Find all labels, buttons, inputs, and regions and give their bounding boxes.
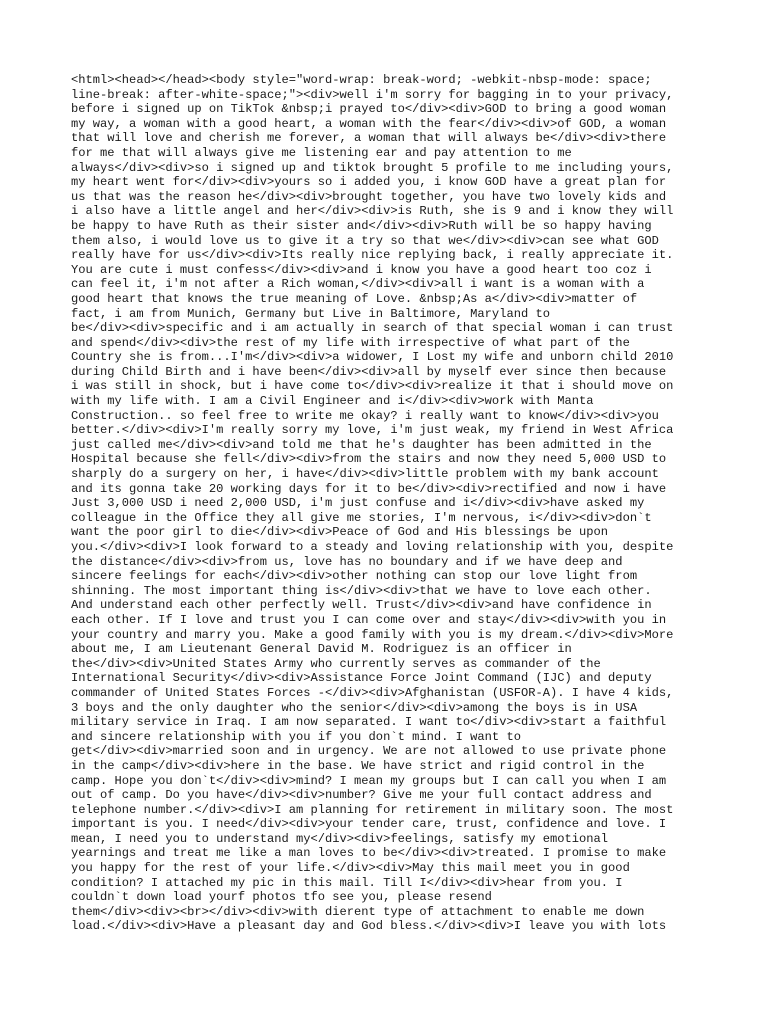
text-line: line-break: after-white-space;"><div>well i'm sorry for bagging in to your privacy, xyxy=(71,87,674,102)
text-line: with my life with. I am a Civil Engineer and i</div><div>work with Manta xyxy=(71,394,594,409)
text-line: good heart that knows the true meaning of Love. &nbsp;As a</div><div>matter of xyxy=(71,291,638,306)
text-line: about me, I am Lieutenant General David M. Rodriguez is an officer in xyxy=(71,642,572,657)
text-line: i also have a little angel and her</div><div>is Ruth, she is 9 and i know they will xyxy=(71,204,674,219)
text-line: get</div><div>married soon and in urgency. We are not allowed to use private phone xyxy=(71,744,667,759)
text-line: be</div><div>specific and i am actually in search of that special woman i can trust xyxy=(71,321,674,336)
text-line: in the camp</div><div>here in the base. We have strict and rigid control in the xyxy=(71,758,645,773)
text-line: during Child Birth and i have been</div><div>all by myself ever since then because xyxy=(71,364,667,379)
text-line: Just 3,000 USD i need 2,000 USD, i'm just confuse and i</div><div>have asked my xyxy=(71,496,645,511)
text-line: fact, i am from Munich, Germany but Live in Baltimore, Maryland to xyxy=(71,306,550,321)
text-line: and spend</div><div>the rest of my life with irrespective of what part of the xyxy=(71,335,630,350)
text-line: them</div><div><br></div><div>with dierent type of attachment to enable me down xyxy=(71,904,645,919)
text-line: my way, a woman with a good heart, a woman with the fear</div><div>of GOD, a woman xyxy=(71,116,667,131)
text-line: them also, i would love us to give it a try so that we</div><div>can see what GOD xyxy=(71,233,659,248)
text-line: shinning. The most important thing is</div><div>that we have to love each other. xyxy=(71,583,652,598)
text-line: before i signed up on TikTok &nbsp;i prayed to</div><div>GOD to bring a good woman xyxy=(71,102,667,117)
text-line: and its gonna take 20 working days for it to be</div><div>rectified and now i have xyxy=(71,481,667,496)
text-line: Hospital because she fell</div><div>from the stairs and now they need 5,000 USD to xyxy=(71,452,667,467)
email-source-text xyxy=(71,73,711,934)
text-line: couldn`t down load yourf photos tfo see you, please resend xyxy=(71,890,492,905)
text-line: the distance</div><div>from us, love has no boundary and if we have deep and xyxy=(71,554,623,569)
text-line: yearnings and treat me like a man loves to be</div><div>treated. I promise to make xyxy=(71,846,667,861)
text-line: out of camp. Do you have</div><div>number? Give me your full contact address and xyxy=(71,788,652,803)
text-line: i was still in shock, but i have come to</div><div>realize it that i should move on xyxy=(71,379,674,394)
text-line: You are cute i must confess</div><div>and i know you have a good heart too coz i xyxy=(71,262,652,277)
text-line: Country she is from...I'm</div><div>a widower, I Lost my wife and unborn child 2010 xyxy=(71,350,674,365)
text-line: military service in Iraq. I am now separated. I want to</div><div>start a faithful xyxy=(71,715,667,730)
text-line: be happy to have Ruth as their sister and</div><div>Ruth will be so happy having xyxy=(71,218,652,233)
text-line: condition? I attached my pic in this mail. Till I</div><div>hear from you. I xyxy=(71,875,623,890)
text-line: 3 boys and the only daughter who the senior</div><div>among the boys is in USA xyxy=(71,700,638,715)
text-line: always</div><div>so i signed up and tiktok brought 5 profile to me including yours, xyxy=(71,160,674,175)
text-line: for me that will always give me listening ear and pay attention to me xyxy=(71,145,572,160)
text-line: And understand each other perfectly well. Trust</div><div>and have confidence in xyxy=(71,598,652,613)
text-line: just called me</div><div>and told me that he's daughter has been admitted in the xyxy=(71,437,652,452)
text-line: mean, I need you to understand my</div><div>feelings, satisfy my emotional xyxy=(71,831,609,846)
text-line: your country and marry you. Make a good family with you is my dream.</div><div>More xyxy=(71,627,674,642)
text-line: that will love and cherish me forever, a woman that will always be</div><div>there xyxy=(71,131,667,146)
text-line: load.</div><div>Have a pleasant day and God bless.</div><div>I leave you with lots xyxy=(71,919,667,934)
text-line: International Security</div><div>Assistance Force Joint Command (IJC) and deputy xyxy=(71,671,652,686)
text-line: sincere feelings for each</div><div>other nothing can stop our love light from xyxy=(71,569,638,584)
text-line: sharply do a surgery on her, i have</div><div>little problem with my bank account xyxy=(71,467,659,482)
text-line: Construction.. so feel free to write me okay? i really want to know</div><div>you xyxy=(71,408,659,423)
text-line: you.</div><div>I look forward to a steady and loving relationship with you, despite xyxy=(71,540,674,554)
text-line: better.</div><div>I'm really sorry my love, i'm just weak, my friend in West Africa xyxy=(71,423,674,438)
text-line: telephone number.</div><div>I am planning for retirement in military soon. The most xyxy=(71,802,674,817)
text-line: the</div><div>United States Army who currently serves as commander of the xyxy=(71,656,601,671)
text-line: us that was the reason he</div><div>brought together, you have two lovely kids and xyxy=(71,189,667,204)
text-line: camp. Hope you don`t</div><div>mind? I mean my groups but I can call you when I am xyxy=(71,773,667,788)
text-line: <html><head></head><body style="word-wrap: break-word; -webkit-nbsp-mode: space; xyxy=(71,73,652,87)
text-line: really have for us</div><div>Its really nice replying back, i really appreciate it. xyxy=(71,248,674,263)
text-line: can feel it, i'm not after a Rich woman,</div><div>all i want is a woman with a xyxy=(71,277,645,292)
text-line: important is you. I need</div><div>your tender care, trust, confidence and love. I xyxy=(71,817,667,832)
text-line: each other. If I love and trust you I can come over and stay</div><div>with you in xyxy=(71,612,667,627)
text-line: colleague in the Office they all give me stories, I'm nervous, i</div><div>don`t xyxy=(71,510,652,525)
text-line: commander of United States Forces -</div><div>Afghanistan (USFOR-A). I have 4 kids, xyxy=(71,685,674,700)
text-line: my heart went for</div><div>yours so i added you, i know GOD have a great plan for xyxy=(71,175,667,190)
text-line: want the poor girl to die</div><div>Peace of God and His blessings be upon xyxy=(71,525,609,540)
text-line: you happy for the rest of your life.</div><div>May this mail meet you in good xyxy=(71,861,630,876)
text-line: and sincere relationship with you if you don`t mind. I want to xyxy=(71,729,521,744)
